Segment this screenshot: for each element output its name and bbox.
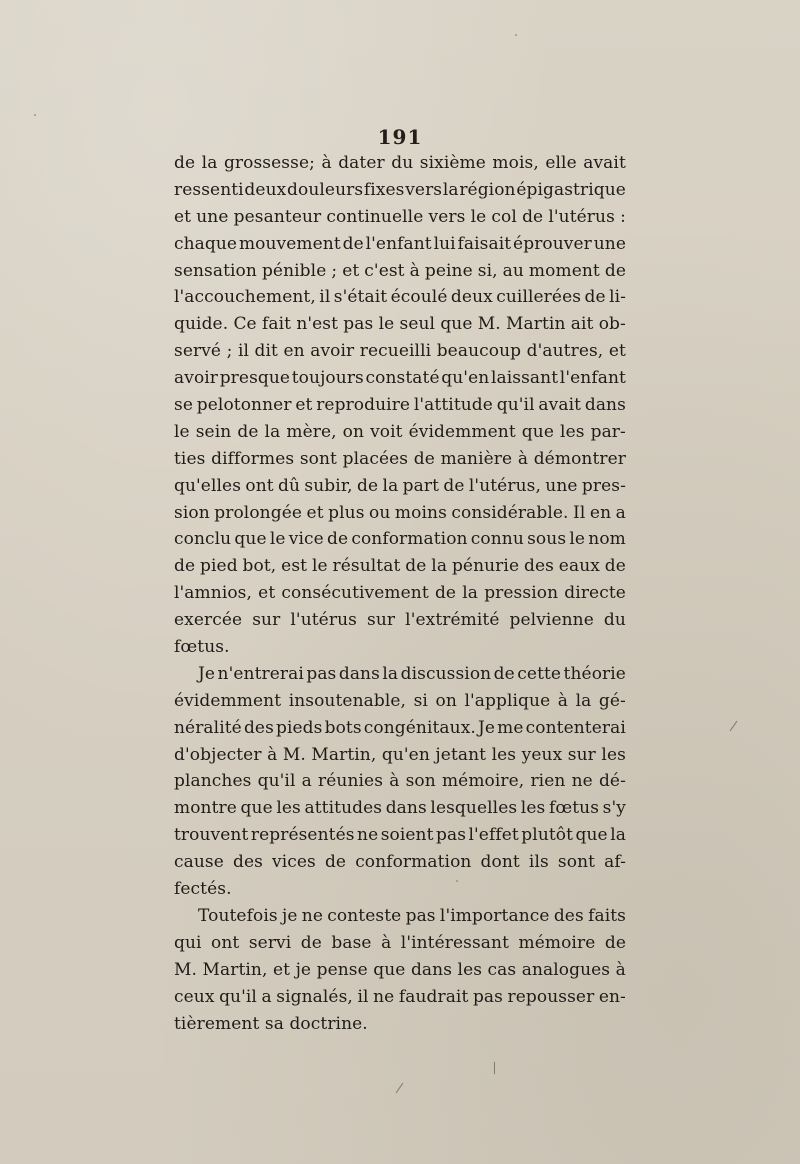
text-line: ceux qu'il a signalés, il ne faudrait pas repousser en- xyxy=(174,986,626,1007)
text-line: fœtus. xyxy=(174,637,230,658)
text-line: quide. Ce fait n'est pas le seul que M. Martin ait ob- xyxy=(174,314,626,335)
text-line: qui ont servi de base à l'intéressant mémoire de xyxy=(174,932,626,953)
body-text xyxy=(174,150,626,1037)
text-line: sensation pénible ; et c'est à peine si, au moment de xyxy=(174,260,626,281)
text-line: et une pesanteur continuelle vers le col de l'utérus : xyxy=(174,206,626,227)
text-line: avoir presque toujours constaté qu'en laissant l'enfant xyxy=(174,368,626,389)
text-line: qu'elles ont dû subir, de la part de l'utérus, une pres- xyxy=(174,475,626,496)
text-line: le sein de la mère, on voit évidemment que les par- xyxy=(174,421,626,442)
text-line: cause des vices de conformation dont ils sont af- xyxy=(174,852,626,873)
text-line: d'objecter à M. Martin, qu'en jetant les yeux sur les xyxy=(174,744,626,765)
paper-speck xyxy=(456,880,458,882)
text-line: de la grossesse; à dater du sixième mois, elle avait xyxy=(174,153,626,173)
text-line: évidemment insoutenable, si on l'applique à la gé- xyxy=(174,690,626,711)
text-line: exercée sur l'utérus sur l'extrémité pelvienne du xyxy=(174,610,626,631)
text-line: l'accouchement, il s'était écoulé deux cuillerées de li- xyxy=(174,287,626,308)
text-line: montre que les attitudes dans lesquelles les fœtus s'y xyxy=(174,798,626,819)
text-line: néralité des pieds bots congénitaux. Je me contenterai xyxy=(174,717,626,738)
page-number: 191 xyxy=(377,125,423,149)
text-line: sion prolongée et plus ou moins considérable. Il en a xyxy=(174,502,626,523)
text-line: Toutefois je ne conteste pas l'importance des faits xyxy=(198,905,626,926)
text-line: chaque mouvement de l'enfant lui faisait éprouver une xyxy=(174,233,626,254)
text-line: conclu que le vice de conformation connu sous le nom xyxy=(174,529,626,550)
text-line: servé ; il dit en avoir recueilli beaucoup d'autres, et xyxy=(174,341,626,362)
text-line: ties difformes sont placées de manière à démontrer xyxy=(174,448,626,469)
text-line: fectés. xyxy=(174,879,232,900)
paper-mark xyxy=(396,1083,404,1093)
text-line: M. Martin, et je pense que dans les cas analogues à xyxy=(174,959,626,980)
text-line: se pelotonner et reproduire l'attitude qu'il avait dans xyxy=(174,395,626,416)
text-line: planches qu'il a réunies à son mémoire, rien ne dé- xyxy=(174,771,626,792)
paper-mark xyxy=(730,721,738,731)
paper-mark xyxy=(494,1062,495,1074)
text-line: l'amnios, et consécutivement de la pression directe xyxy=(174,583,626,604)
text-line: trouvent représentés ne soient pas l'effet plutôt que la xyxy=(174,825,626,846)
paper-speck xyxy=(515,34,517,36)
text-line: de pied bot, est le résultat de la pénurie des eaux de xyxy=(174,556,626,577)
text-line: Je n'entrerai pas dans la discussion de cette théorie xyxy=(198,663,626,684)
text-line: tièrement sa doctrine. xyxy=(174,1013,368,1034)
text-line: ressenti deux douleurs fixes vers la région épigastrique xyxy=(174,179,626,200)
paper-speck xyxy=(34,114,36,116)
